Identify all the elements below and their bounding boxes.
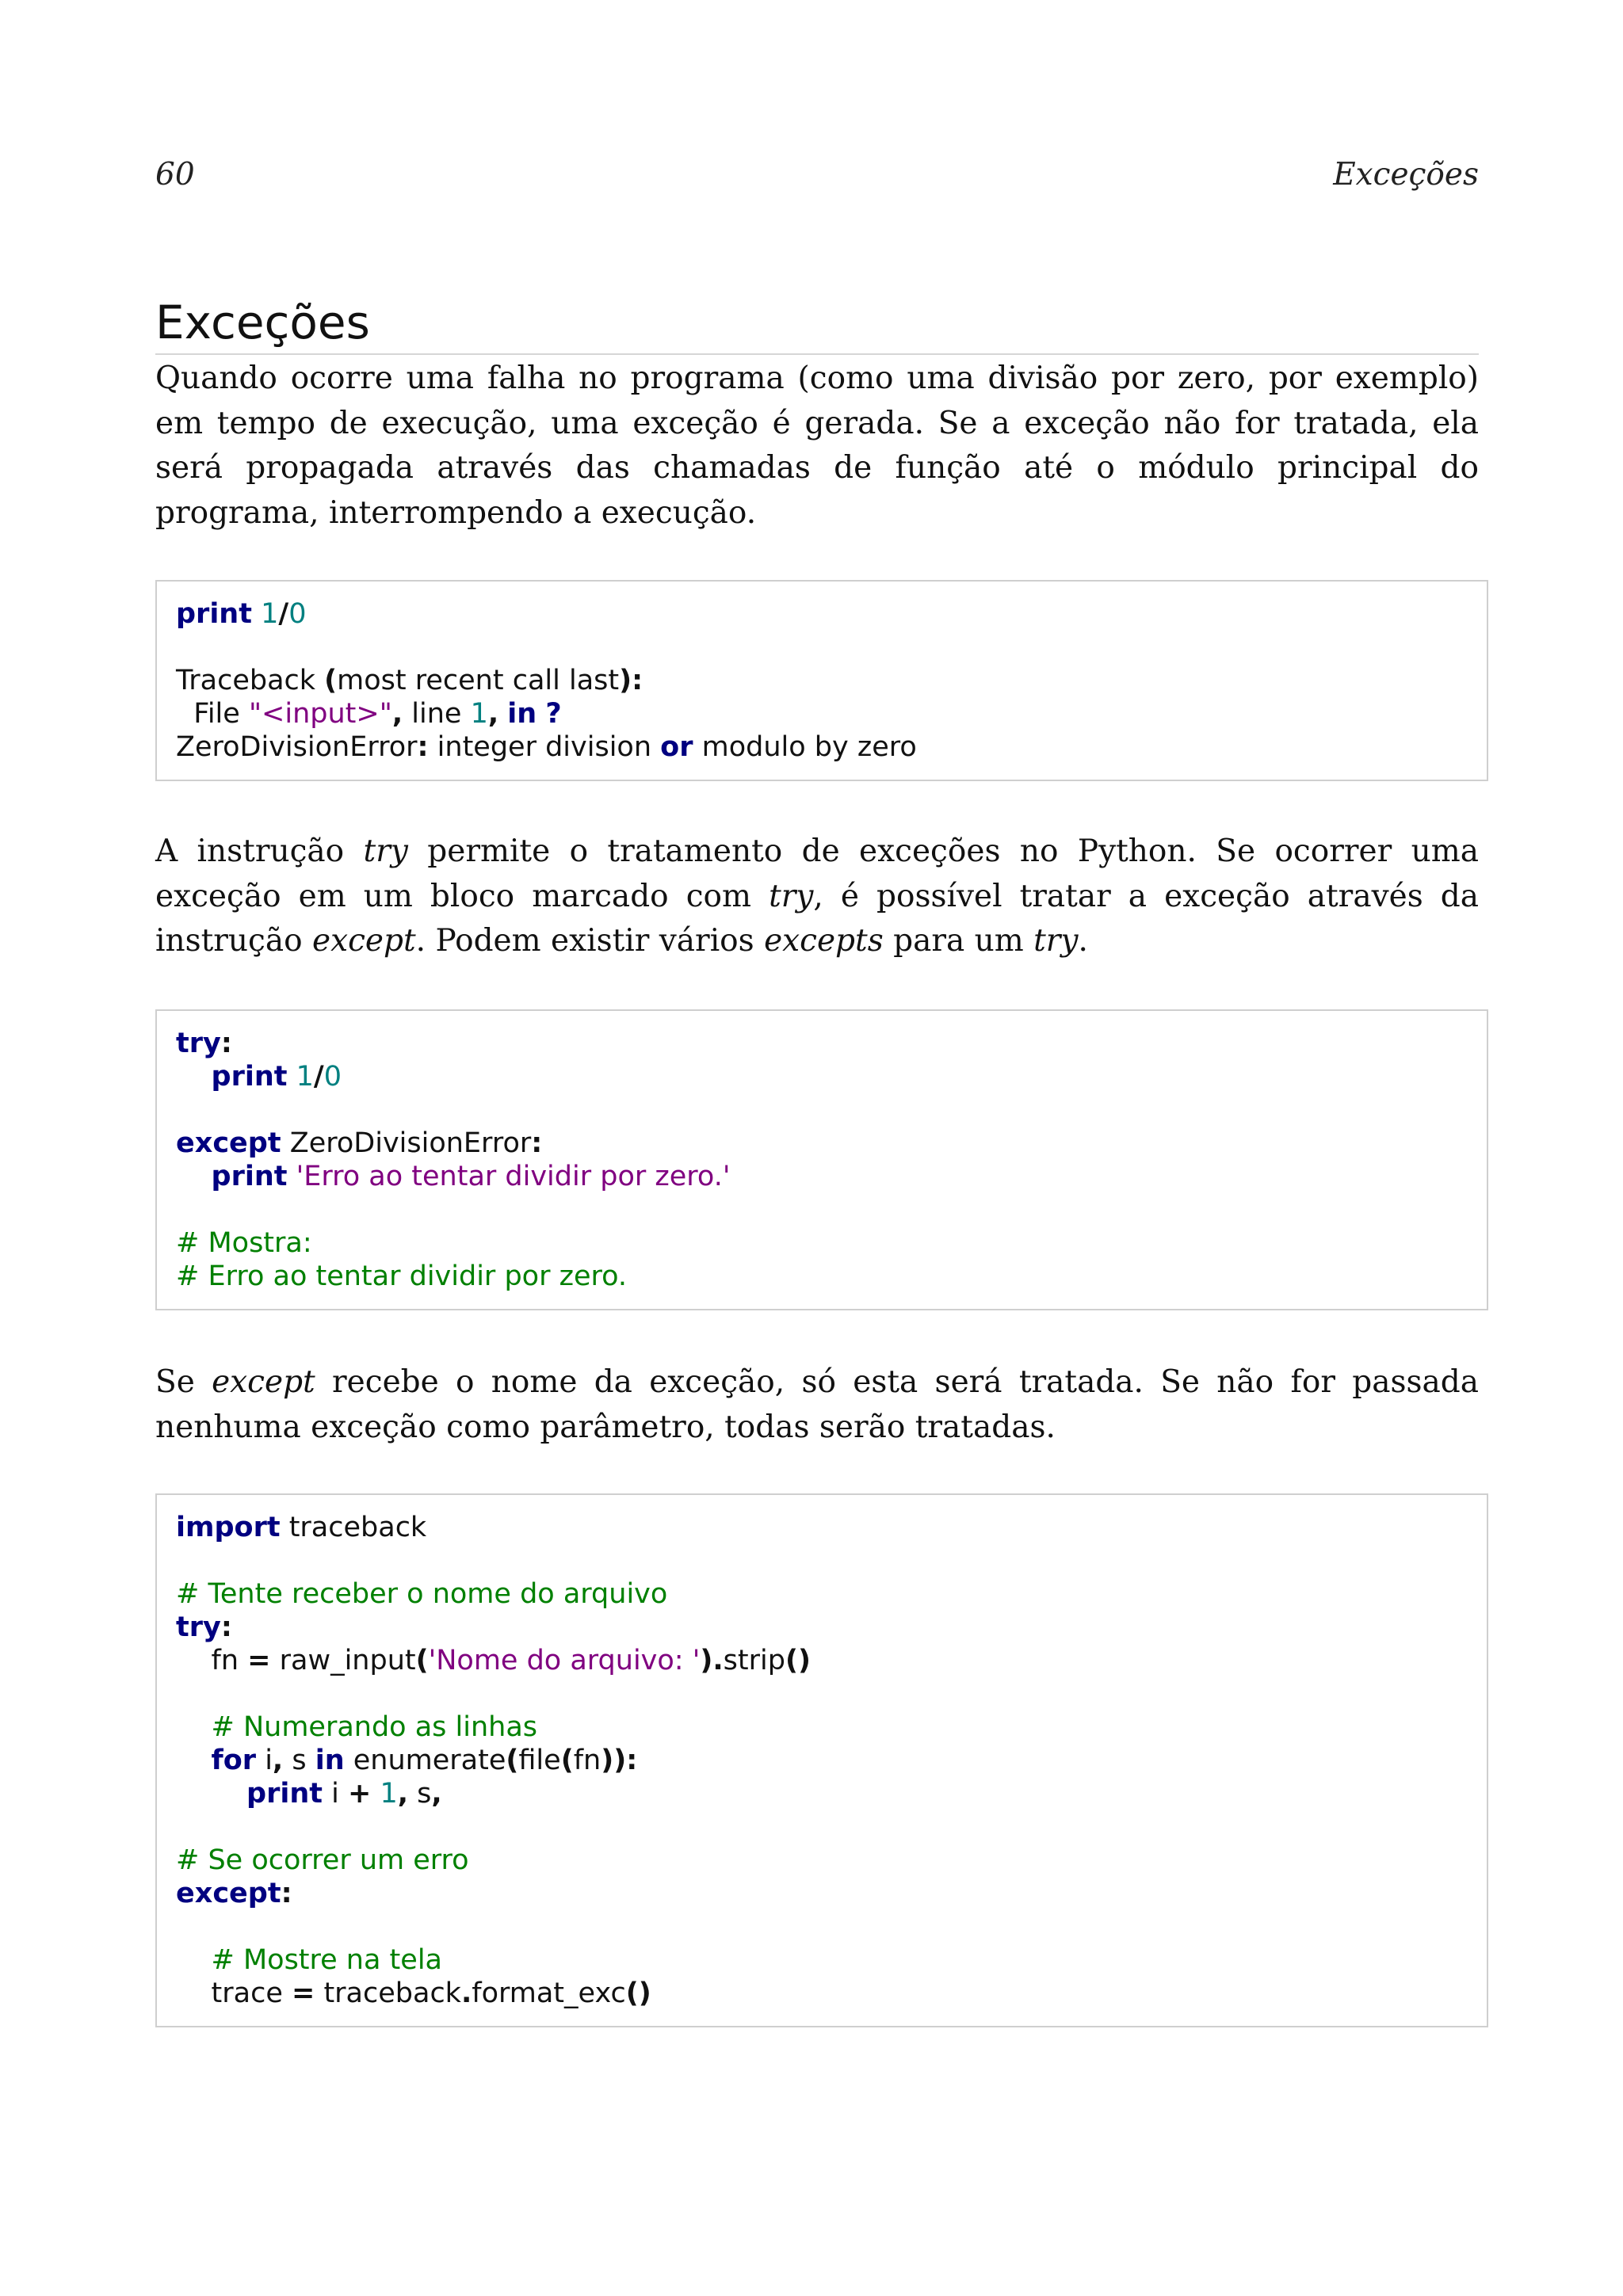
- code-keyword: for: [211, 1745, 257, 1776]
- code-line: [176, 730, 1476, 764]
- code-text: File: [176, 698, 249, 730]
- code-text: i: [322, 1778, 348, 1810]
- code-block-try-except: [155, 1009, 1488, 1310]
- code-text: Traceback: [176, 665, 325, 696]
- code-punct: (: [324, 665, 338, 696]
- code-punct: (: [560, 1745, 574, 1776]
- text: para um: [883, 923, 1034, 959]
- text: Se: [155, 1364, 212, 1400]
- try-paragraph: [155, 830, 1479, 964]
- code-blank-line: [176, 1810, 1476, 1844]
- code-line: [176, 1744, 1476, 1777]
- page-number: 60: [155, 157, 195, 193]
- code-punct: :: [281, 1878, 292, 1909]
- chapter-title: Exceções: [155, 296, 1479, 356]
- code-text: most recent call last: [337, 665, 620, 696]
- code-punct: ,: [397, 1778, 409, 1810]
- code-blank-line: [176, 1093, 1476, 1127]
- code-keyword: import: [176, 1512, 281, 1543]
- code-line: [176, 597, 1476, 631]
- code-keyword: print: [211, 1061, 288, 1093]
- code-comment: # Se ocorrer um erro: [176, 1844, 469, 1876]
- code-space: [371, 1778, 380, 1810]
- code-keyword: try: [176, 1028, 221, 1059]
- code-operator: +: [347, 1778, 372, 1810]
- code-text: s: [283, 1745, 315, 1776]
- running-head: [155, 157, 1479, 204]
- code-comment: # Erro ao tentar dividir por zero.: [176, 1261, 628, 1292]
- code-indent: [176, 1978, 212, 2009]
- code-line: [176, 1027, 1476, 1060]
- code-space: [498, 698, 507, 730]
- text: , é possível tratar a exceção através da instrução: [155, 878, 1479, 959]
- code-keyword: in: [507, 698, 537, 730]
- code-line: [176, 1777, 1476, 1810]
- code-punct: .: [460, 1978, 472, 2009]
- code-operator: =: [291, 1978, 315, 2009]
- code-punct: :: [220, 1028, 232, 1059]
- code-blank-line: [176, 1910, 1476, 1943]
- code-block-traceback: [155, 580, 1488, 781]
- code-indent: [176, 1061, 212, 1093]
- code-punct: ).: [700, 1645, 724, 1676]
- text: .: [1078, 923, 1088, 959]
- code-comment: # Numerando as linhas: [176, 1711, 538, 1743]
- code-operator: =: [247, 1645, 271, 1676]
- text: . Podem existir vários: [415, 923, 765, 959]
- code-space: [287, 1161, 296, 1192]
- code-blank-line: [176, 631, 1476, 664]
- code-punct: (: [415, 1645, 429, 1676]
- code-line: [176, 1226, 1476, 1260]
- code-text: ZeroDivisionError: [281, 1127, 532, 1159]
- code-text: i: [256, 1745, 273, 1776]
- code-line: [176, 1127, 1476, 1160]
- code-text: line: [403, 698, 471, 730]
- text: permite o tratamento de exceções no Python. Se ocorrer uma exceção em um bloco marcado com: [155, 833, 1479, 914]
- code-punct: :: [220, 1611, 232, 1643]
- emphasis: try: [363, 833, 408, 869]
- code-indent: [176, 1161, 212, 1192]
- code-punct: :: [531, 1127, 543, 1159]
- intro-paragraph: Quando ocorre uma falha no programa (como uma divisão por zero, por exemplo) em tempo de execução, uma exceção é gerada. Se a exceção não for tratada, ela será propagada através das chamadas de função até o módulo principal do programa, interrompendo a execução.: [155, 360, 1479, 531]
- code-indent: [176, 1778, 246, 1810]
- code-string: 'Erro ao tentar dividir por zero.': [296, 1161, 731, 1192]
- code-keyword: except: [176, 1127, 281, 1159]
- code-block-traceback-example: [155, 1493, 1488, 2027]
- code-line: [176, 1977, 1476, 2010]
- code-blank-line: [176, 1193, 1476, 1226]
- code-space: [287, 1061, 296, 1093]
- code-text: file: [518, 1745, 561, 1776]
- code-number: 1: [470, 698, 488, 730]
- code-blank-line: [176, 1677, 1476, 1711]
- code-comment: # Tente receber o nome do arquivo: [176, 1578, 668, 1610]
- running-section-title: Exceções: [1333, 157, 1479, 193]
- code-line: [176, 1511, 1476, 1544]
- code-punct: ,: [272, 1745, 284, 1776]
- code-text: trace: [211, 1978, 292, 2009]
- code-keyword: except: [176, 1878, 281, 1909]
- code-indent: [176, 1745, 212, 1776]
- code-line: [176, 1577, 1476, 1611]
- code-punct: (): [785, 1645, 811, 1676]
- code-line: [176, 1877, 1476, 1910]
- code-text: strip: [723, 1645, 785, 1676]
- code-text: modulo by zero: [693, 731, 917, 763]
- code-line: [176, 1611, 1476, 1644]
- code-punct: :: [417, 731, 429, 763]
- code-keyword: in: [315, 1745, 345, 1776]
- code-space: [252, 598, 261, 630]
- code-keyword: print: [176, 598, 252, 630]
- code-keyword: ?: [545, 698, 562, 730]
- emphasis: except: [312, 923, 416, 959]
- text: A instrução: [155, 833, 364, 869]
- code-keyword: print: [246, 1778, 323, 1810]
- code-string: "<input>": [248, 698, 392, 730]
- code-blank-line: [176, 1544, 1476, 1577]
- code-line: [176, 1060, 1476, 1093]
- code-line: [176, 1711, 1476, 1744]
- code-punct: ):: [619, 665, 643, 696]
- code-punct: ,: [391, 698, 403, 730]
- code-line: [176, 1260, 1476, 1293]
- code-line: [176, 664, 1476, 697]
- code-text: traceback: [315, 1978, 461, 2009]
- code-comment: # Mostre na tela: [176, 1944, 442, 1976]
- code-text: integer division: [428, 731, 661, 763]
- code-line: [176, 1644, 1476, 1677]
- code-line: [176, 1160, 1476, 1193]
- code-number: 1: [296, 1061, 314, 1093]
- code-number: 0: [288, 598, 307, 630]
- code-punct: )):: [601, 1745, 638, 1776]
- text: recebe o nome da exceção, só esta será tratada. Se não for passada nenhuma exceção como parâmetro, todas serão tratadas.: [155, 1364, 1479, 1445]
- code-text: format_exc: [472, 1978, 626, 2009]
- emphasis: excepts: [764, 923, 884, 959]
- code-keyword: print: [211, 1161, 288, 1192]
- code-keyword: try: [176, 1611, 221, 1643]
- code-text: ZeroDivisionError: [176, 731, 418, 763]
- code-number: 1: [261, 598, 279, 630]
- code-space: [537, 698, 545, 730]
- code-string: 'Nome do arquivo: ': [428, 1645, 701, 1676]
- code-punct: (: [506, 1745, 519, 1776]
- emphasis: try: [1033, 923, 1079, 959]
- code-text: fn: [573, 1745, 601, 1776]
- code-punct: ,: [431, 1778, 442, 1810]
- code-operator: /: [278, 598, 289, 630]
- code-line: [176, 1943, 1476, 1977]
- code-line: [176, 697, 1476, 730]
- code-punct: ,: [487, 698, 499, 730]
- code-text: traceback: [280, 1512, 427, 1543]
- emphasis: try: [769, 878, 814, 914]
- code-number: 1: [380, 1778, 398, 1810]
- code-indent: [176, 1645, 212, 1676]
- code-number: 0: [323, 1061, 342, 1093]
- code-text: enumerate: [344, 1745, 506, 1776]
- code-text: s: [408, 1778, 432, 1810]
- code-text: fn: [211, 1645, 248, 1676]
- code-comment: # Mostra:: [176, 1227, 312, 1259]
- code-punct: (): [625, 1978, 651, 2009]
- except-paragraph: [155, 1360, 1479, 1450]
- code-keyword: or: [660, 731, 693, 763]
- code-line: [176, 1844, 1476, 1877]
- emphasis: except: [212, 1364, 315, 1400]
- code-operator: /: [313, 1061, 324, 1093]
- code-text: raw_input: [270, 1645, 416, 1676]
